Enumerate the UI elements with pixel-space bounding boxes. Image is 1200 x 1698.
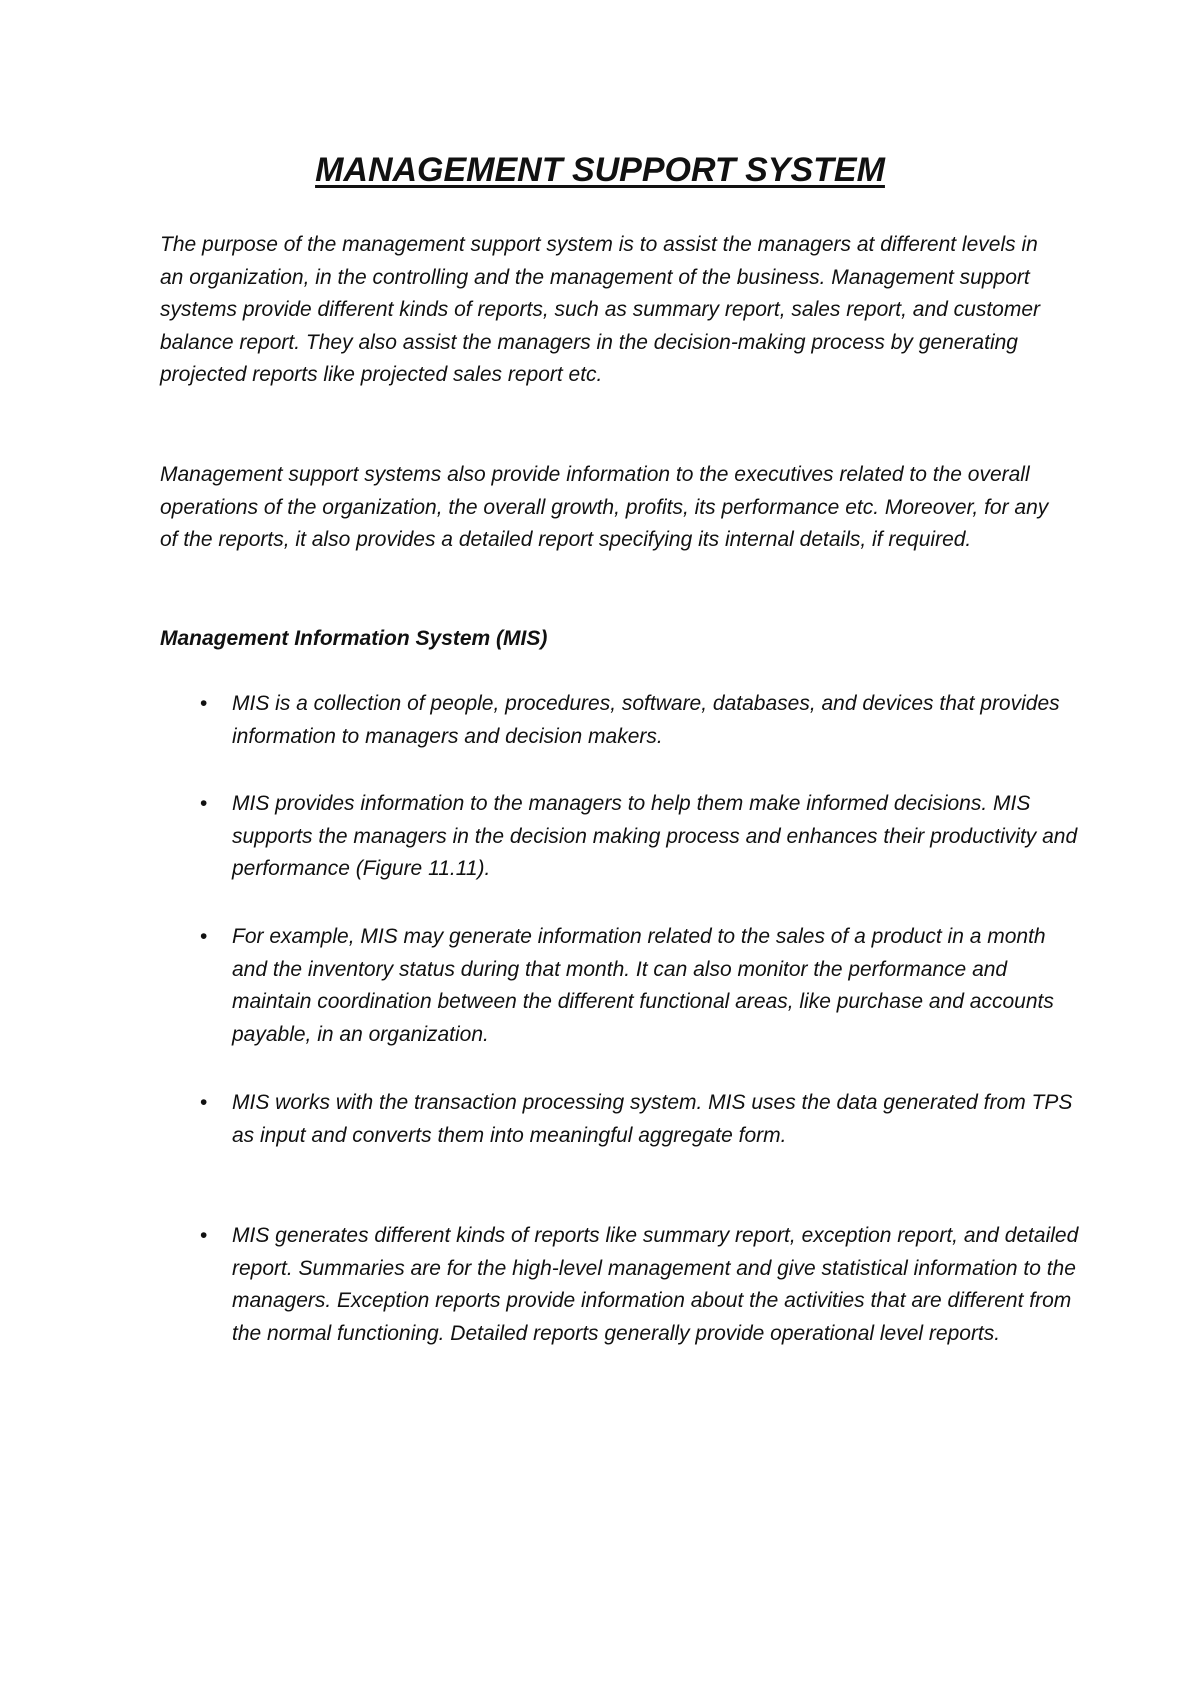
bullet-icon: •	[200, 1224, 208, 1247]
list-item-text: MIS provides information to the managers to help them make informed decisions. MIS supports the managers in the decision making process and enhances their productivity and performance (Figure 11.11).	[232, 792, 1078, 880]
section-heading: Management Information System (MIS)	[160, 627, 548, 650]
intro-paragraph: The purpose of the management support system is to assist the managers at different levels in an organization, in the controlling and the management of the business. Management support systems provide different kinds of reports, such as summary report, sales report, and customer balance report. They also assist the managers in the decision-making process by generating projected reports like projected sales report etc.	[160, 233, 1041, 386]
list-item-text: MIS works with the transaction processing system. MIS uses the data generated from TPS as input and converts them into meaningful aggregate form.	[232, 1091, 1073, 1147]
bullet-icon: •	[200, 1091, 208, 1114]
bullet-icon: •	[200, 925, 208, 948]
bullet-icon: •	[200, 792, 208, 815]
list-item-text: MIS is a collection of people, procedures, software, databases, and devices that provides information to managers and decision makers.	[232, 692, 1060, 748]
list-item-text: MIS generates different kinds of reports like summary report, exception report, and detailed report. Summaries are for the high-level management and give statistical information to the managers. Exception reports provide information about the activities that are different from the normal functioning. Detailed reports generally provide operational level reports.	[232, 1224, 1079, 1345]
page-title: MANAGEMENT SUPPORT SYSTEM	[315, 151, 885, 189]
executive-info-paragraph: Management support systems also provide information to the executives related to the overall operations of the organization, the overall growth, profits, its performance etc. Moreover, for any of the reports, it also provides a detailed report specifying its internal details, if required.	[160, 463, 1049, 551]
bullet-icon: •	[200, 692, 208, 715]
list-item-text: For example, MIS may generate information related to the sales of a product in a month and the inventory status during that month. It can also monitor the performance and maintain coordination between the different functional areas, like purchase and accounts payable, in an organization.	[232, 925, 1054, 1046]
